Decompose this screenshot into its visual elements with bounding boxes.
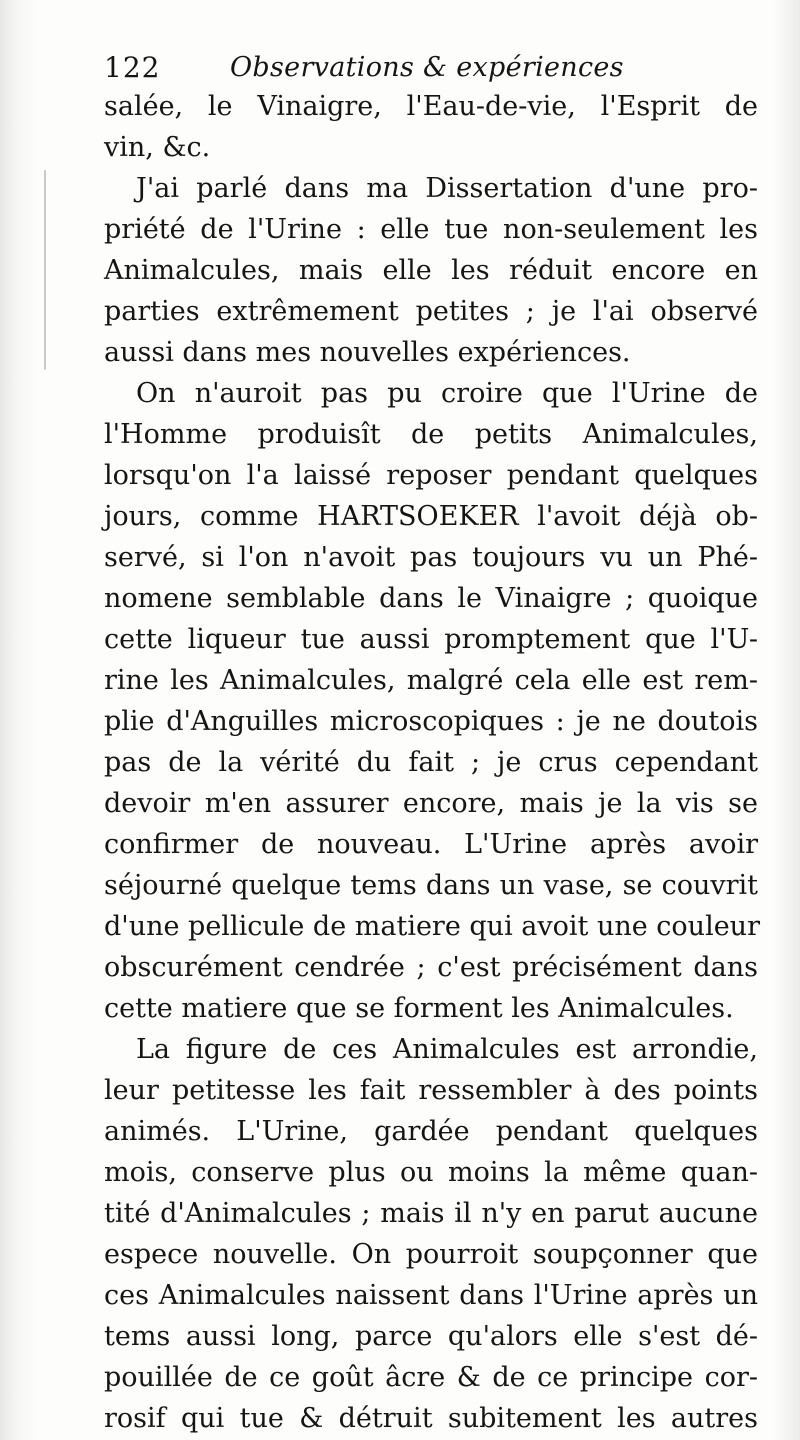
page-edge-shadow bbox=[774, 0, 800, 1440]
text-line: jours, comme HARTSOEKER l'avoit déjà ob- bbox=[104, 501, 758, 532]
text-line: plie d'Anguilles microscopiques : je ne doutois bbox=[104, 706, 758, 737]
page-header bbox=[104, 44, 754, 92]
text-line: priété de l'Urine : elle tue non-seulement les bbox=[104, 214, 758, 245]
text-line: pas de la vérité du fait ; je crus cependant bbox=[104, 747, 758, 778]
text-line: d'une pellicule de matiere qui avoit une couleur bbox=[104, 911, 760, 942]
running-head: Observations & expériences bbox=[230, 52, 624, 83]
text-line: salée, le Vinaigre, l'Eau-de-vie, l'Esprit de bbox=[104, 91, 758, 122]
text-line: cette liqueur tue aussi promptement que l'U- bbox=[104, 624, 758, 655]
text-line: On n'auroit pas pu croire que l'Urine de bbox=[136, 378, 758, 409]
text-line: pouillée de ce goût âcre & de ce principe cor- bbox=[104, 1362, 758, 1393]
text-line: Animalcules, mais elle les réduit encore en bbox=[104, 255, 758, 286]
text-line: vin, &c. bbox=[104, 132, 211, 163]
text-line: lorsqu'on l'a laissé reposer pendant quelques bbox=[104, 460, 758, 491]
page-number: 122 bbox=[104, 51, 161, 84]
text-line: rosif qui tue & détruit subitement les autres bbox=[104, 1403, 758, 1434]
text-line: leur petitesse les fait ressembler à des points bbox=[104, 1075, 758, 1106]
text-line: cette matiere que se forment les Animalcules. bbox=[104, 993, 734, 1024]
text-line: nomene semblable dans le Vinaigre ; quoique bbox=[104, 583, 758, 614]
margin-mark bbox=[44, 170, 46, 370]
text-line: tems aussi long, parce qu'alors elle s'est dé- bbox=[104, 1321, 758, 1352]
text-line: espece nouvelle. On pourroit soupçonner que bbox=[104, 1239, 758, 1270]
text-line: aussi dans mes nouvelles expériences. bbox=[104, 337, 631, 368]
text-line: J'ai parlé dans ma Dissertation d'une pro- bbox=[136, 173, 758, 204]
text-line: tité d'Animalcules ; mais il n'y en parut aucune bbox=[104, 1198, 758, 1229]
text-line: devoir m'en assurer encore, mais je la vis se bbox=[104, 788, 758, 819]
text-line: rine les Animalcules, malgré cela elle est rem- bbox=[104, 665, 758, 696]
text-line: séjourné quelque tems dans un vase, se couvrit bbox=[104, 870, 758, 901]
text-line: confirmer de nouveau. L'Urine après avoir bbox=[104, 829, 758, 860]
page-gutter-shadow bbox=[0, 0, 38, 1440]
text-line: mois, conserve plus ou moins la même quan- bbox=[104, 1157, 758, 1188]
text-line: obscurément cendrée ; c'est précisément dans bbox=[104, 952, 758, 983]
text-line: animés. L'Urine, gardée pendant quelques bbox=[104, 1116, 758, 1147]
body-text bbox=[104, 86, 758, 1439]
text-line: La figure de ces Animalcules est arrondie, bbox=[136, 1034, 758, 1065]
text-line: servé, si l'on n'avoit pas toujours vu un Phé- bbox=[104, 542, 758, 573]
text-line: parties extrêmement petites ; je l'ai observé bbox=[104, 296, 758, 327]
text-line: l'Homme produisît de petits Animalcules, bbox=[104, 419, 758, 450]
text-line: ces Animalcules naissent dans l'Urine après un bbox=[104, 1280, 758, 1311]
